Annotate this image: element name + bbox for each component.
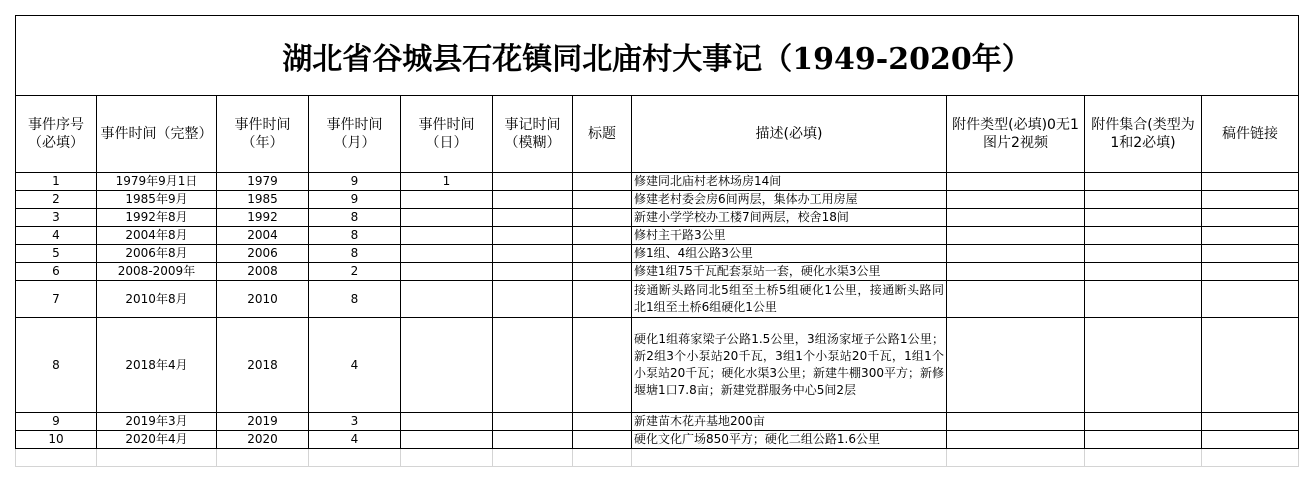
cell-year[interactable]: 1979	[217, 173, 309, 191]
cell-attach-type[interactable]	[947, 431, 1085, 449]
cell-month[interactable]: 9	[309, 173, 401, 191]
cell-no[interactable]: 6	[16, 263, 97, 281]
table-row	[16, 227, 1299, 245]
cell-year[interactable]: 1992	[217, 209, 309, 227]
cell-no[interactable]: 9	[16, 413, 97, 431]
cell-title[interactable]	[573, 431, 632, 449]
cell-no[interactable]: 8	[16, 318, 97, 413]
cell-month[interactable]: 8	[309, 245, 401, 263]
empty-cell[interactable]	[947, 449, 1085, 467]
header-cell[interactable]: 事件序号（必填）	[16, 96, 97, 173]
cell-fuzzy[interactable]	[493, 245, 573, 263]
cell-link[interactable]	[1202, 209, 1299, 227]
cell-fuzzy[interactable]	[493, 281, 573, 318]
cell-year[interactable]: 2019	[217, 413, 309, 431]
cell-day[interactable]	[401, 191, 493, 209]
header-cell[interactable]: 稿件链接	[1202, 96, 1299, 173]
cell-fuzzy[interactable]	[493, 227, 573, 245]
cell-day[interactable]	[401, 209, 493, 227]
cell-day[interactable]	[401, 431, 493, 449]
table-row	[16, 173, 1299, 191]
cell-no[interactable]: 1	[16, 173, 97, 191]
cell-month[interactable]: 2	[309, 263, 401, 281]
header-cell[interactable]: 描述(必填)	[632, 96, 947, 173]
header-row	[16, 96, 1299, 173]
table-row	[16, 431, 1299, 449]
cell-month[interactable]: 8	[309, 209, 401, 227]
header-cell[interactable]: 附件集合(类型为1和2必填)	[1085, 96, 1202, 173]
cell-link[interactable]	[1202, 191, 1299, 209]
cell-fuzzy[interactable]	[493, 318, 573, 413]
cell-attach-type[interactable]	[947, 318, 1085, 413]
cell-attach-set[interactable]	[1085, 245, 1202, 263]
cell-no[interactable]: 5	[16, 245, 97, 263]
cell-title[interactable]	[573, 318, 632, 413]
cell-title[interactable]	[573, 281, 632, 318]
cell-desc[interactable]: 修村主干路3公里	[632, 227, 947, 245]
empty-cell[interactable]	[217, 449, 309, 467]
table-row	[16, 209, 1299, 227]
cell-attach-set[interactable]	[1085, 318, 1202, 413]
cell-attach-set[interactable]	[1085, 209, 1202, 227]
cell-link[interactable]	[1202, 173, 1299, 191]
empty-cell[interactable]	[309, 449, 401, 467]
header-cell[interactable]: 标题	[573, 96, 632, 173]
cell-desc[interactable]: 接通断头路同北5组至土桥5组硬化1公里，接通断头路同北1组至土桥6组硬化1公里	[632, 281, 947, 318]
cell-full[interactable]: 2006年8月	[97, 245, 217, 263]
cell-year[interactable]: 2020	[217, 431, 309, 449]
cell-attach-set[interactable]	[1085, 191, 1202, 209]
empty-cell[interactable]	[573, 449, 632, 467]
cell-month[interactable]: 8	[309, 281, 401, 318]
cell-day[interactable]: 1	[401, 173, 493, 191]
cell-link[interactable]	[1202, 281, 1299, 318]
cell-day[interactable]	[401, 318, 493, 413]
cell-day[interactable]	[401, 281, 493, 318]
table-row	[16, 191, 1299, 209]
cell-fuzzy[interactable]	[493, 263, 573, 281]
cell-title[interactable]	[573, 173, 632, 191]
cell-link[interactable]	[1202, 227, 1299, 245]
table-row	[16, 245, 1299, 263]
cell-year[interactable]: 2004	[217, 227, 309, 245]
cell-year[interactable]: 2010	[217, 281, 309, 318]
cell-fuzzy[interactable]	[493, 413, 573, 431]
cell-attach-set[interactable]	[1085, 173, 1202, 191]
cell-desc[interactable]: 修建1组75千瓦配套泵站一套，硬化水渠3公里	[632, 263, 947, 281]
spreadsheet	[15, 15, 1298, 467]
cell-full[interactable]: 2019年3月	[97, 413, 217, 431]
cell-year[interactable]: 2018	[217, 318, 309, 413]
cell-title[interactable]	[573, 245, 632, 263]
cell-day[interactable]	[401, 413, 493, 431]
header-cell[interactable]: 附件类型(必填)0无1图片2视频	[947, 96, 1085, 173]
cell-link[interactable]	[1202, 263, 1299, 281]
cell-attach-set[interactable]	[1085, 227, 1202, 245]
cell-link[interactable]	[1202, 245, 1299, 263]
cell-attach-set[interactable]	[1085, 281, 1202, 318]
cell-year[interactable]: 1985	[217, 191, 309, 209]
cell-link[interactable]	[1202, 431, 1299, 449]
cell-no[interactable]: 10	[16, 431, 97, 449]
cell-day[interactable]	[401, 263, 493, 281]
cell-desc[interactable]: 修建老村委会房6间两层，集体办工用房屋	[632, 191, 947, 209]
cell-title[interactable]	[573, 209, 632, 227]
table-row	[16, 281, 1299, 318]
cell-desc[interactable]: 硬化1组蒋家梁子公路1.5公里，3组汤家垭子公路1公里；新2组3个小泵站20千瓦，3组1个小泵站20千瓦，1组1个小泵站20千瓦；硬化水渠3公里；新建牛棚300平方；新修堰塘1口7.8亩；新建党群服务中心5间2层	[632, 318, 947, 413]
cell-full[interactable]: 2018年4月	[97, 318, 217, 413]
cell-attach-type[interactable]	[947, 173, 1085, 191]
empty-cell[interactable]	[97, 449, 217, 467]
header-cell[interactable]: 事件时间（完整）	[97, 96, 217, 173]
cell-day[interactable]	[401, 227, 493, 245]
cell-desc[interactable]: 硬化文化广场850平方；硬化二组公路1.6公里	[632, 431, 947, 449]
cell-no[interactable]: 4	[16, 227, 97, 245]
cell-full[interactable]: 2020年4月	[97, 431, 217, 449]
header-cell[interactable]: 事件时间（年）	[217, 96, 309, 173]
cell-title[interactable]	[573, 263, 632, 281]
table-row	[16, 318, 1299, 413]
header-cell[interactable]: 事记时间（模糊）	[493, 96, 573, 173]
cell-full[interactable]: 1979年9月1日	[97, 173, 217, 191]
cell-month[interactable]: 8	[309, 227, 401, 245]
sheet-title[interactable]: 湖北省谷城县石花镇同北庙村大事记（1949-2020年）	[16, 16, 1299, 96]
header-cell[interactable]: 事件时间（日）	[401, 96, 493, 173]
cell-attach-set[interactable]	[1085, 413, 1202, 431]
events-table	[15, 15, 1299, 467]
cell-no[interactable]: 7	[16, 281, 97, 318]
cell-attach-type[interactable]	[947, 209, 1085, 227]
cell-attach-type[interactable]	[947, 191, 1085, 209]
cell-attach-set[interactable]	[1085, 263, 1202, 281]
cell-fuzzy[interactable]	[493, 191, 573, 209]
cell-attach-type[interactable]	[947, 281, 1085, 318]
cell-desc[interactable]: 修1组、4组公路3公里	[632, 245, 947, 263]
empty-cell[interactable]	[16, 449, 97, 467]
cell-link[interactable]	[1202, 413, 1299, 431]
cell-title[interactable]	[573, 227, 632, 245]
cell-title[interactable]	[573, 413, 632, 431]
empty-row	[16, 449, 1299, 467]
cell-fuzzy[interactable]	[493, 209, 573, 227]
empty-cell[interactable]	[632, 449, 947, 467]
cell-full[interactable]: 2004年8月	[97, 227, 217, 245]
cell-month[interactable]: 4	[309, 431, 401, 449]
cell-month[interactable]: 9	[309, 191, 401, 209]
cell-desc[interactable]: 新建小学学校办工楼7间两层，校舍18间	[632, 209, 947, 227]
cell-full[interactable]: 1992年8月	[97, 209, 217, 227]
cell-month[interactable]: 3	[309, 413, 401, 431]
empty-cell[interactable]	[493, 449, 573, 467]
table-row	[16, 413, 1299, 431]
cell-full[interactable]: 2008-2009年	[97, 263, 217, 281]
cell-attach-type[interactable]	[947, 263, 1085, 281]
header-cell[interactable]: 事件时间（月）	[309, 96, 401, 173]
cell-attach-type[interactable]	[947, 227, 1085, 245]
cell-day[interactable]	[401, 245, 493, 263]
cell-year[interactable]: 2006	[217, 245, 309, 263]
cell-attach-type[interactable]	[947, 245, 1085, 263]
cell-fuzzy[interactable]	[493, 431, 573, 449]
cell-no[interactable]: 3	[16, 209, 97, 227]
cell-attach-set[interactable]	[1085, 431, 1202, 449]
cell-fuzzy[interactable]	[493, 173, 573, 191]
cell-title[interactable]	[573, 191, 632, 209]
cell-desc[interactable]: 新建苗木花卉基地200亩	[632, 413, 947, 431]
empty-cell[interactable]	[1085, 449, 1202, 467]
cell-no[interactable]: 2	[16, 191, 97, 209]
empty-cell[interactable]	[401, 449, 493, 467]
cell-attach-type[interactable]	[947, 413, 1085, 431]
cell-desc[interactable]: 修建同北庙村老林场房14间	[632, 173, 947, 191]
cell-full[interactable]: 2010年8月	[97, 281, 217, 318]
cell-year[interactable]: 2008	[217, 263, 309, 281]
cell-month[interactable]: 4	[309, 318, 401, 413]
cell-link[interactable]	[1202, 318, 1299, 413]
empty-cell[interactable]	[1202, 449, 1299, 467]
cell-full[interactable]: 1985年9月	[97, 191, 217, 209]
table-row	[16, 263, 1299, 281]
